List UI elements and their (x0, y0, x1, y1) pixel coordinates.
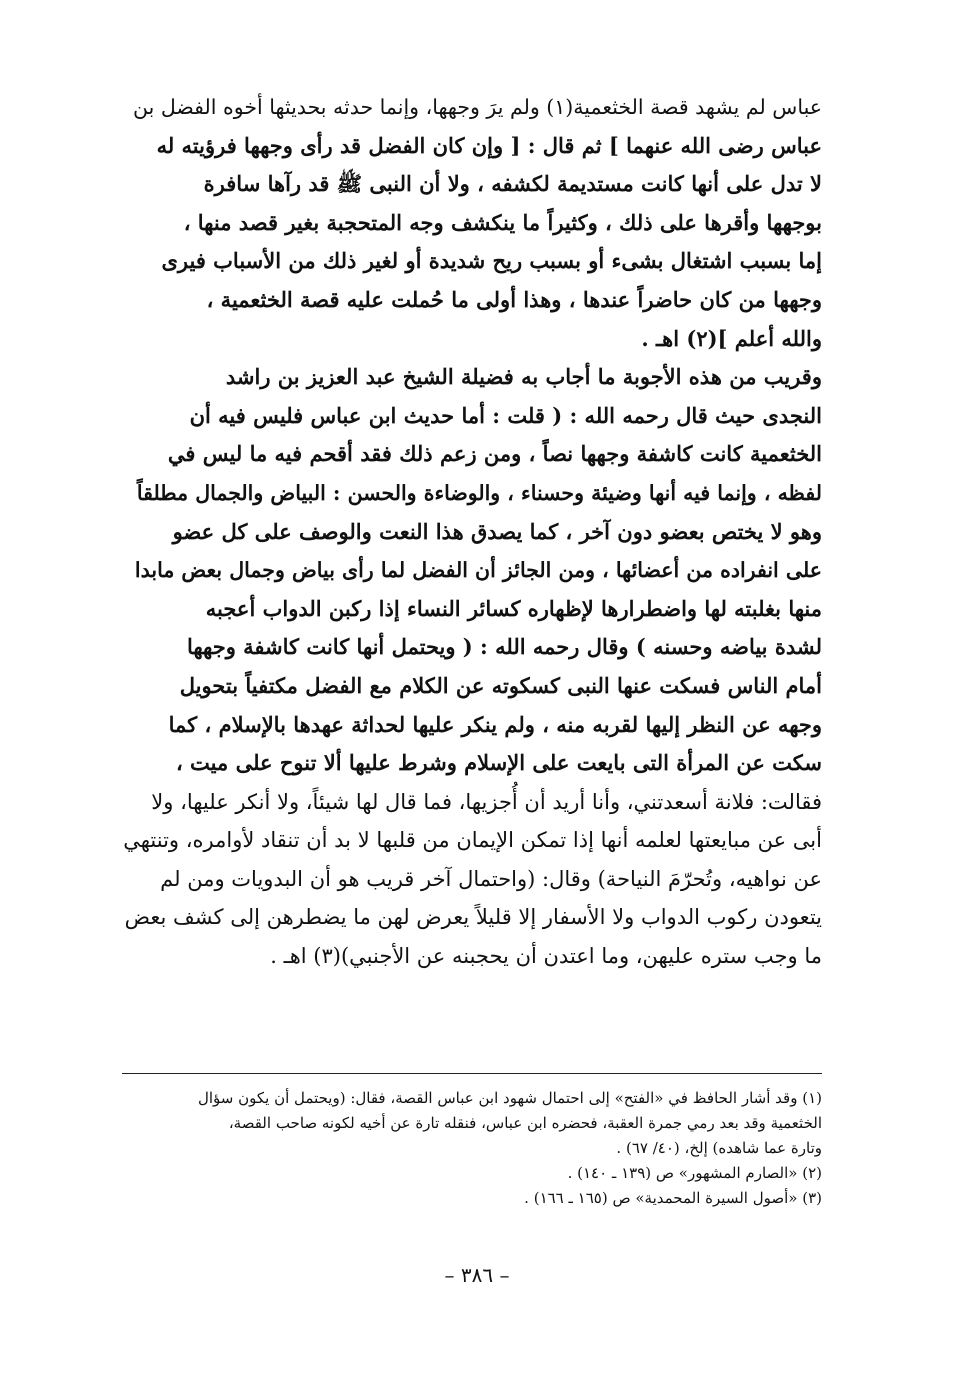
footnote-line: وتارة عما شاهده) إلخ، (٤٠/ ٦٧) . (616, 1139, 822, 1157)
footnote-separator (122, 1073, 822, 1074)
footnotes (122, 1086, 822, 1211)
text-line: النجدى حيث قال رحمه الله : ( قلت : أما حديث ابن عباس فليس فيه أن (189, 402, 822, 428)
text-line: وقريب من هذه الأجوبة ما أجاب به فضيلة الشيخ عبد العزيز بن راشد (225, 364, 822, 390)
footnote-line: (١) وقد أشار الحافظ في «الفتح» إلى احتمال شهود ابن عباس القصة، فقال: (ويحتمل أن يكون سؤال (197, 1089, 822, 1107)
text-line: على انفراده من أعضائها ، ومن الجائز أن الفضل لما رأى بياض وجمال بعض مابدا (134, 558, 822, 583)
page-number: – ٣٨٦ – (444, 1263, 510, 1287)
text-line: الخثعمية كانت كاشفة وجهها نصاً ، ومن زعم ذلك فقد أقحم فيه ما ليس في (167, 441, 822, 467)
text-line: لشدة بياضه وحسنه ) وقال رحمه الله : ( ويحتمل أنها كانت كاشفة وجهها (186, 634, 822, 660)
footnote-line: (٢) «الصارم المشهور» ص (١٣٩ ـ ١٤٠) . (567, 1164, 822, 1182)
text-line: منها بغلبته لها واضطرارها لإظهاره كسائر النساء إذا ركبن الدواب أعجبه (205, 595, 822, 621)
text-line: عن نواهيه، وتُحرّمَ النياحة) وقال: (واحتمال آخر قريب هو أن البدويات ومن لم (160, 866, 822, 891)
text-line: عباس لم يشهد قصة الخثعمية(١) ولم يرَ وجهها، وإنما حدثه بحديثها أخوه الفضل بن (133, 95, 822, 119)
text-line: بوجهها وأقرها على ذلك ، وكثيراً ما ينكشف وجه المتحجبة بغير قصد منها ، (183, 209, 822, 235)
text-line: عباس رضى الله عنهما ] ثم قال : [ وإن كان الفضل قد رأى وجهها فرؤيته له (156, 132, 822, 158)
text-line: وهو لا يختص بعضو دون آخر ، كما يصدق هذا النعت والوصف على كل عضو (172, 518, 822, 544)
text-line: أبى عن مبايعتها لعلمه أنها إذا تمكن الإيمان من قلبها لا بد أن تنقاد لأوامره، وتنتهي (123, 828, 822, 853)
text-line: أمام الناس فسكت عنها النبى كسكوته عن الكلام مع الفضل مكتفياً بتحويل (179, 672, 822, 698)
text-line: فقالت: فلانة أسعدتني، وأنا أريد أن أُجزيها، فما قال لها شيئاً، ولا أنكر عليها، ولا (151, 789, 822, 814)
text-line: يتعودن ركوب الدواب ولا الأسفار إلا قليلاً يعرض لهن ما يضطرهن إلى كشف بعض (124, 905, 822, 930)
text-line: إما بسبب اشتغال بشىء أو بسبب ريح شديدة أو لغير ذلك من الأسباب فيرى (161, 248, 822, 274)
text-line: سكت عن المرأة التى بايعت على الإسلام وشرط عليها ألا تنوح على ميت ، (175, 750, 822, 776)
text-line: لا تدل على أنها كانت مستديمة لكشفه ، ولا أن النبى ﷺ قد رآها سافرة (203, 171, 822, 197)
main-text (122, 88, 822, 976)
text-line: لفظه ، وإنما فيه أنها وضيئة وحسناء ، والوضاءة والحسن : البياض والجمال مطلقاً (136, 480, 822, 505)
text-line: وجهه عن النظر إليها لقربه منه ، ولم ينكر عليها لحداثة عهدها بالإسلام ، كما (168, 711, 822, 737)
text-line: ما وجب ستره عليهن، وما اعتدن أن يحجبنه عن الأجنبي)(٣) اهـ . (270, 944, 822, 969)
footnote-line: (٣) «أصول السيرة المحمدية» ص (١٦٥ ـ ١٦٦) . (524, 1189, 822, 1207)
footnote-line: الخثعمية وقد بعد رمي جمرة العقبة، فحضره ابن عباس، فنقله تارة عن أخيه لكونه صاحب القصة، (228, 1114, 822, 1132)
text-line: وجهها من كان حاضراً عندها ، وهذا أولى ما حُملت عليه قصة الخثعمية ، (206, 286, 822, 312)
text-line: والله أعلم ](٢) اهـ . (641, 325, 822, 351)
